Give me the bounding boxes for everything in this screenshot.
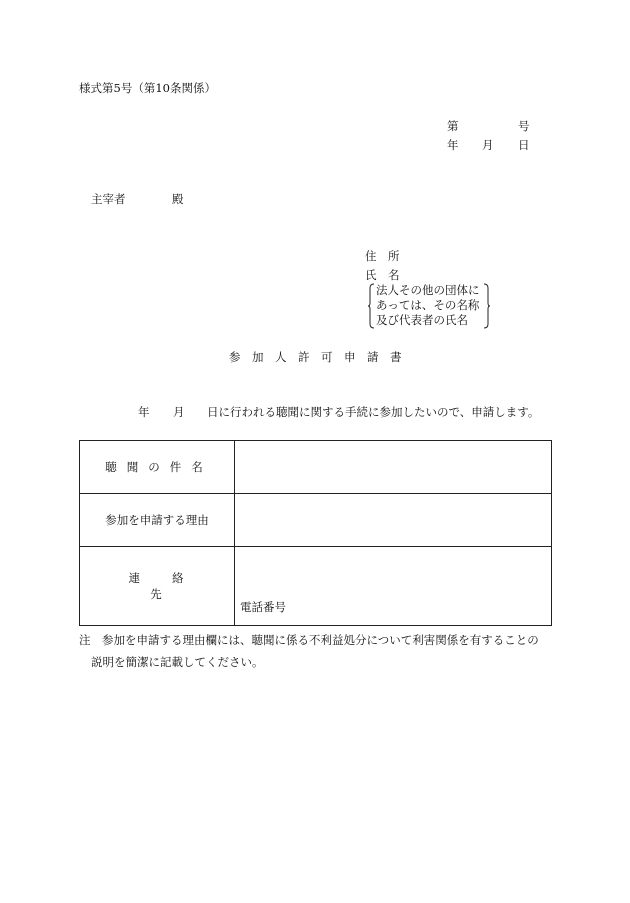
reason-label: 参加を申請する理由 [105, 513, 209, 527]
date-year: 年 [447, 138, 459, 152]
document-title: 参 加 人 許 可 申 請 書 [229, 350, 402, 364]
corporate-note-line: あっては、その名称 [376, 298, 480, 312]
body-month: 月 [173, 405, 185, 419]
note-line-1: 参加を申請する理由欄には、聴聞に係る不利益処分について利害関係を有することの [102, 633, 539, 647]
table-label-cell [80, 547, 235, 626]
application-table [79, 440, 552, 626]
date-month: 月 [482, 138, 494, 152]
recipient-honorific: 殿 [172, 192, 184, 206]
body-text: 日に行われる聴聞に関する手続に参加したいので、申請します。 [207, 405, 540, 419]
hearing-subject-field[interactable] [235, 441, 552, 494]
name-label: 氏 名 [365, 268, 400, 282]
form-id: 様式第5号（第10条関係） [79, 81, 216, 95]
table-label-cell [80, 494, 235, 547]
number-go: 号 [518, 119, 530, 133]
corporate-note [368, 283, 490, 329]
address-label: 住 所 [365, 249, 400, 263]
contact-field[interactable] [235, 547, 552, 626]
body-year: 年 [138, 405, 150, 419]
contact-label: 連絡先 [128, 571, 216, 601]
date-day: 日 [518, 138, 530, 152]
phone-label: 電話番号 [240, 600, 286, 614]
note-prefix: 注 [79, 633, 91, 647]
number-dai: 第 [447, 119, 459, 133]
table-row [80, 441, 552, 494]
table-row [80, 494, 552, 547]
recipient-name: 主宰者 [91, 192, 126, 206]
reason-field[interactable] [235, 494, 552, 547]
note-line-2: 説明を簡潔に記載してください。 [91, 655, 264, 669]
table-row [80, 547, 552, 626]
corporate-note-line: 法人その他の団体に [376, 283, 480, 297]
corporate-note-line: 及び代表者の氏名 [376, 313, 468, 327]
table-label-cell [80, 441, 235, 494]
hearing-subject-label: 聴聞の件名 [105, 460, 213, 474]
